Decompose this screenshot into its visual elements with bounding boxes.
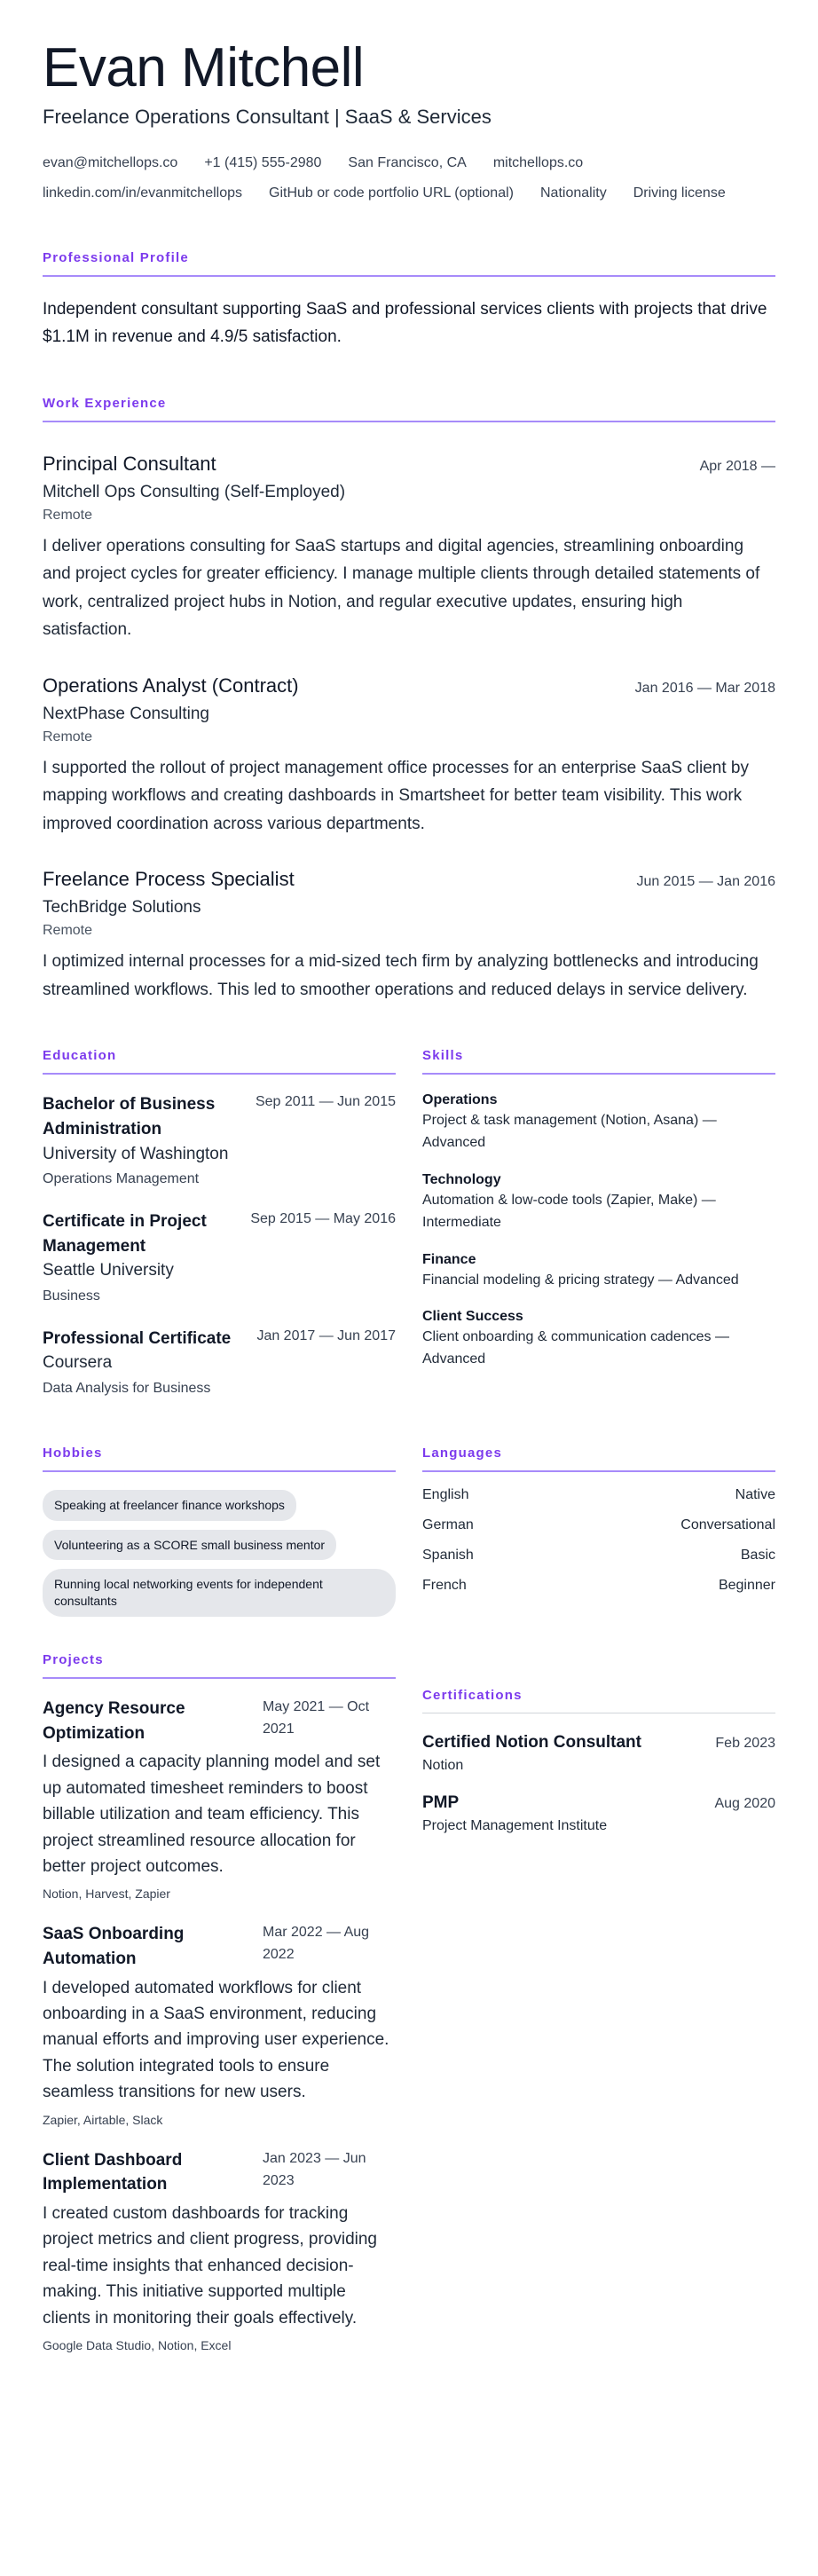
skills-list [422, 1092, 775, 1371]
languages-section [422, 1446, 775, 1627]
education-field: Data Analysis for Business [43, 1380, 211, 1396]
project-entry [43, 1697, 396, 1901]
education-list [43, 1092, 396, 1398]
project-description: I developed automated workflows for client onboarding in a SaaS environment, reducing manual efforts and improving user experience. The solution integrated tools to ensure seamless transitions for new users. [43, 1978, 389, 2102]
education-field: Business [43, 1288, 100, 1304]
job-entry [43, 674, 775, 839]
section-title: Languages [422, 1445, 502, 1461]
skill-name: Finance [422, 1251, 476, 1267]
section-title: Hobbies [43, 1445, 103, 1461]
job-title: Principal Consultant [43, 452, 216, 475]
job-company: TechBridge Solutions [43, 898, 201, 918]
skill-entry [422, 1309, 775, 1371]
language-row [422, 1577, 775, 1595]
education-date: Sep 2015 — May 2016 [250, 1211, 396, 1226]
contact-phone[interactable]: +1 (415) 555-2980 [204, 155, 322, 171]
contact-website[interactable]: mitchellops.co [492, 155, 584, 171]
section-divider [43, 1073, 396, 1075]
certification-list [422, 1733, 775, 1834]
experience-section [43, 396, 775, 1004]
contact-list [43, 155, 775, 201]
project-entry [43, 1922, 396, 2126]
project-title: Agency Resource Optimization [43, 1699, 185, 1743]
language-row [422, 1516, 775, 1534]
job-entry [43, 453, 775, 644]
hobby-tag: Volunteering as a SCORE small business mentor [43, 1530, 336, 1561]
contact-driving-license: Driving license [633, 185, 726, 201]
language-level: Conversational [680, 1516, 775, 1532]
section-title: Projects [43, 1652, 104, 1668]
project-title: SaaS Onboarding Automation [43, 1925, 185, 1969]
job-date: Apr 2018 — [699, 458, 775, 474]
candidate-headline: Freelance Operations Consultant | SaaS & Services [43, 106, 492, 129]
language-level: Native [735, 1486, 775, 1502]
language-level: Basic [740, 1547, 775, 1563]
section-divider [422, 1073, 775, 1075]
section-title: Education [43, 1048, 117, 1064]
job-company: Mitchell Ops Consulting (Self-Employed) [43, 482, 346, 501]
education-degree: Bachelor of Business Administration [43, 1095, 216, 1138]
skill-detail: Financial modeling & pricing strategy — Advanced [422, 1272, 739, 1288]
language-row [422, 1547, 775, 1564]
contact-location: San Francisco, CA [348, 155, 467, 171]
certification-entry [422, 1733, 775, 1774]
language-name: German [422, 1516, 474, 1532]
section-divider [43, 1470, 396, 1472]
project-date: May 2021 — Oct 2021 [263, 1699, 370, 1737]
certification-date: Aug 2020 [714, 1796, 775, 1812]
language-row [422, 1486, 775, 1504]
certification-entry [422, 1793, 775, 1834]
education-date: Sep 2011 — Jun 2015 [255, 1094, 396, 1110]
profile-summary: Independent consultant supporting SaaS and professional services clients with projects that drive $1.1M in revenue and 4.9/5 satisfaction. [43, 300, 767, 346]
section-divider [422, 1470, 775, 1472]
job-description: I deliver operations consulting for SaaS startups and digital agencies, streamlining onboarding and project cycles for greater efficiency. I manage multiple clients through detailed statements of work, centralized project hubs in Notion, and regular executive updates, ensuring high satisfaction. [43, 536, 760, 640]
skill-detail: Project & task management (Notion, Asana) — Advanced [422, 1113, 717, 1151]
skill-name: Technology [422, 1172, 501, 1187]
education-entry [43, 1092, 396, 1190]
skill-detail: Client onboarding & communication cadences — Advanced [422, 1329, 729, 1367]
job-location: Remote [43, 729, 93, 744]
language-level: Beginner [718, 1577, 775, 1593]
job-description: I optimized internal processes for a mid-sized tech firm by analyzing bottlenecks and introducing streamlined workflows. This led to smoother operations and reduced delays in service delivery. [43, 952, 759, 999]
certification-name: PMP [422, 1793, 460, 1813]
education-school: University of Washington [43, 1144, 229, 1163]
education-section [43, 1048, 396, 1398]
job-location: Remote [43, 507, 93, 523]
skill-detail: Automation & low-code tools (Zapier, Make) — Intermediate [422, 1193, 716, 1230]
contact-linkedin[interactable]: linkedin.com/in/evanmitchellops [43, 185, 242, 201]
skill-entry [422, 1172, 775, 1234]
contact-email[interactable]: evan@mitchellops.co [43, 155, 178, 171]
project-entry [43, 2148, 396, 2352]
project-tools: Notion, Harvest, Zapier [43, 1887, 170, 1902]
job-location: Remote [43, 923, 93, 939]
hobby-list [43, 1490, 396, 1618]
project-list [43, 1697, 396, 2352]
resume-header [43, 39, 775, 201]
section-divider [43, 1677, 396, 1679]
language-name: French [422, 1577, 467, 1593]
education-skills-row [43, 1048, 775, 1398]
education-date: Jan 2017 — Jun 2017 [256, 1327, 396, 1343]
section-divider [43, 275, 775, 277]
section-title: Skills [422, 1048, 464, 1064]
language-name: English [422, 1486, 469, 1502]
projects-section [43, 1652, 396, 2352]
education-degree: Certificate in Project Management [43, 1212, 207, 1256]
hobbies-section [43, 1446, 396, 1627]
certification-issuer: Project Management Institute [422, 1818, 608, 1834]
contact-github: GitHub or code portfolio URL (optional) [269, 185, 514, 201]
section-divider [43, 421, 775, 422]
candidate-name: Evan Mitchell [43, 37, 365, 98]
hobby-tag: Running local networking events for independent consultants [43, 1569, 396, 1617]
job-company: NextPhase Consulting [43, 704, 209, 723]
job-title: Operations Analyst (Contract) [43, 674, 299, 697]
job-description: I supported the rollout of project management office processes for an enterprise SaaS client by mapping workflows and creating dashboards in Smartsheet for better team visibility. This work improved coordination across various departments. [43, 758, 749, 833]
education-school: Coursera [43, 1353, 113, 1373]
project-date: Jan 2023 — Jun 2023 [263, 2150, 366, 2188]
certification-date: Feb 2023 [715, 1736, 775, 1752]
project-date: Mar 2022 — Aug 2022 [263, 1925, 370, 1963]
project-tools: Zapier, Airtable, Slack [43, 2112, 163, 2127]
job-title: Freelance Process Specialist [43, 868, 295, 891]
hobbies-languages-row [43, 1446, 775, 1627]
job-date: Jan 2016 — Mar 2018 [634, 680, 775, 696]
skill-entry [422, 1092, 775, 1154]
section-title: Certifications [422, 1688, 523, 1704]
contact-nationality: Nationality [539, 185, 607, 201]
skills-section [422, 1048, 775, 1398]
section-title: Work Experience [43, 395, 167, 411]
certification-issuer: Notion [422, 1758, 464, 1774]
language-list [422, 1486, 775, 1595]
skill-name: Client Success [422, 1309, 523, 1325]
education-field: Operations Management [43, 1171, 200, 1186]
job-entry [43, 868, 775, 1004]
certifications-section [422, 1688, 775, 2352]
education-degree: Professional Certificate [43, 1328, 232, 1348]
hobby-tag: Speaking at freelancer finance workshops [43, 1490, 296, 1521]
certification-name: Certified Notion Consultant [422, 1733, 641, 1753]
project-title: Client Dashboard Implementation [43, 2150, 183, 2194]
project-description: I created custom dashboards for tracking project metrics and client progress, providing real-time insights that enhanced decision-making. This initiative supported multiple clients in monitoring their goals effectively. [43, 2203, 378, 2328]
projects-certifications-row [43, 1652, 775, 2352]
education-entry [43, 1327, 396, 1399]
education-entry [43, 1209, 396, 1307]
profile-section [43, 250, 775, 351]
project-description: I designed a capacity planning model and set up automated timesheet reminders to boost billable utilization and team efficiency. This project streamlined resource allocation for better project outcomes. [43, 1753, 381, 1877]
skill-name: Operations [422, 1092, 498, 1108]
skill-entry [422, 1252, 775, 1292]
education-school: Seattle University [43, 1261, 174, 1280]
language-name: Spanish [422, 1547, 474, 1563]
project-tools: Google Data Studio, Notion, Excel [43, 2338, 232, 2353]
job-date: Jun 2015 — Jan 2016 [636, 874, 775, 890]
section-title: Professional Profile [43, 250, 189, 266]
